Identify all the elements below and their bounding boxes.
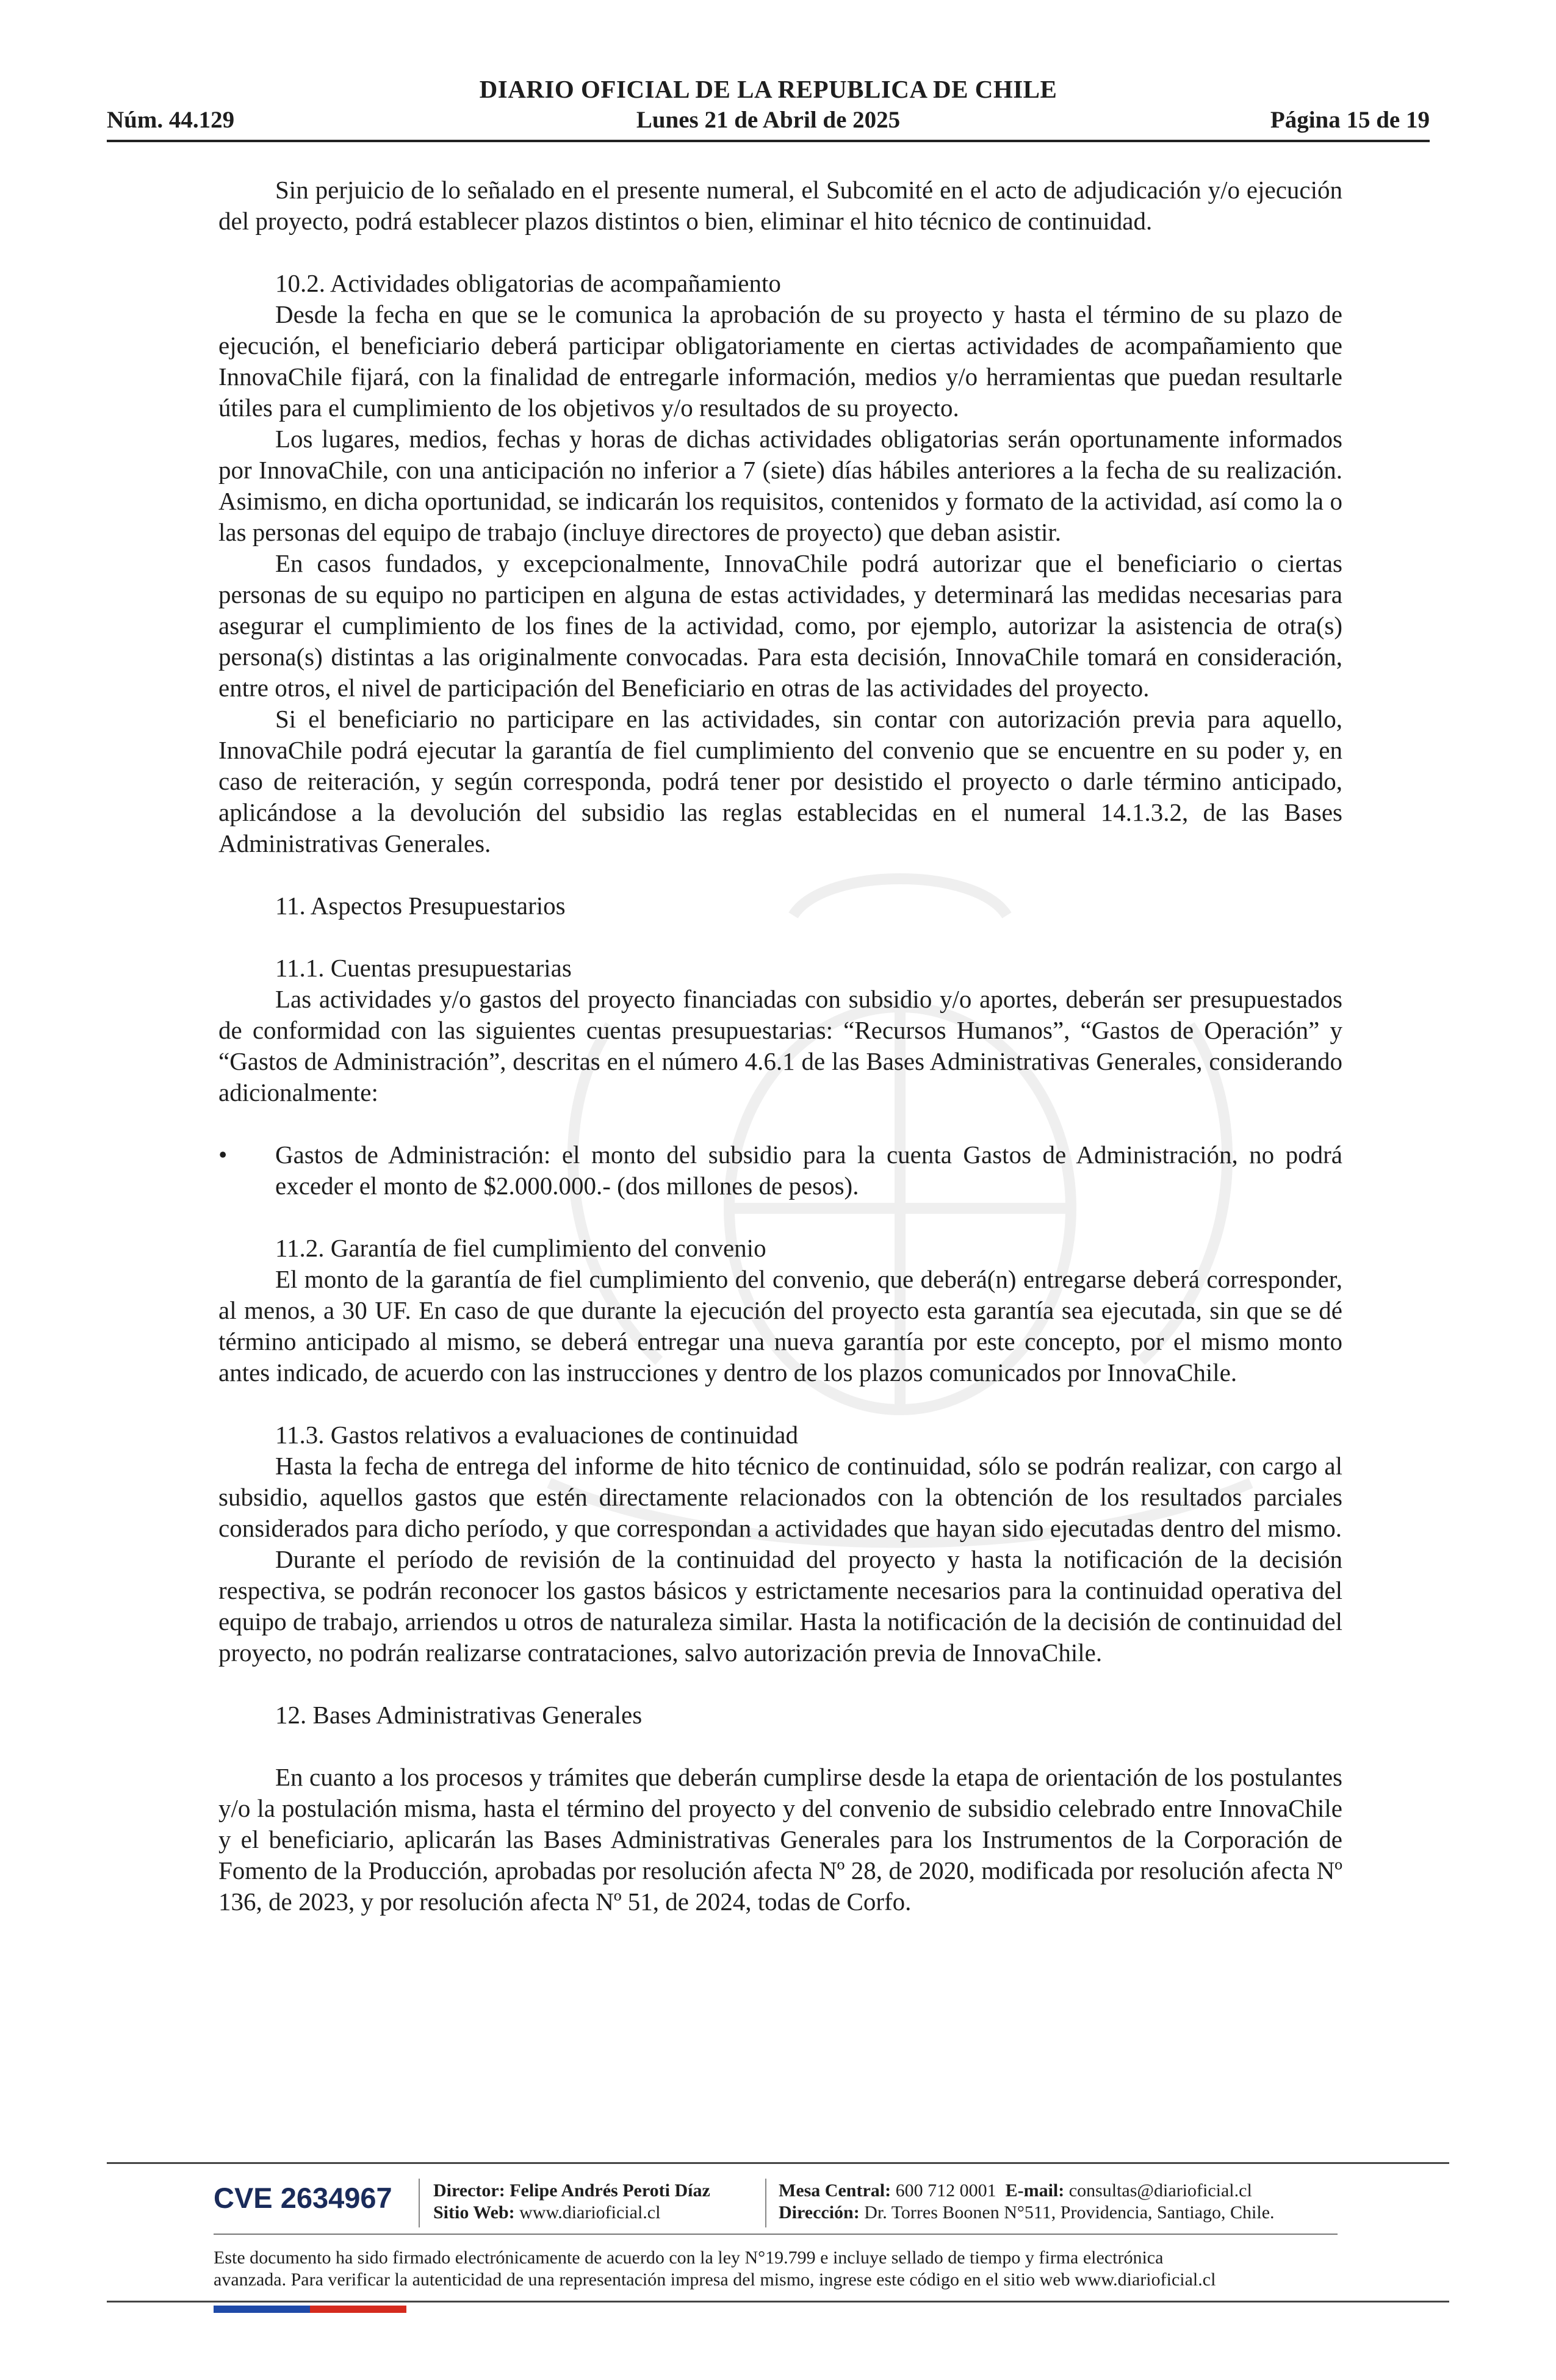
page-header [107,74,1430,148]
paragraph: Si el beneficiario no participare en las actividades, sin contar con autorización previa para aquello, InnovaChile podrá ejecutar la garantía de fiel cumplimiento del convenio que se encuentre en su poder y, en caso de reiteración, y según corresponda, podrá tener por desistido el proyecto o darle término anticipado, aplicándose a la devolución del subsidio las reglas establecidas en el numeral 14.1.3.2, de las Bases Administrativas Generales. [218,705,1342,857]
paragraph: Los lugares, medios, fechas y horas de dichas actividades obligatorias serán oportunamente informados por InnovaChile, con una anticipación no inferior a 7 (siete) días hábiles anteriores a la fecha de su realización. Asimismo, en dicha oportunidad, se indicarán los requisitos, contenidos y formato de la actividad, así como la o las personas del equipo de trabajo (incluye directores de proyecto) que deban asistir. [218,425,1342,546]
footer-separator [419,2179,420,2227]
footer-divider-top [107,2162,1449,2164]
phone-number: 600 712 0001 [895,2180,996,2201]
flag-blue-segment [214,2306,310,2313]
cve-code: CVE 2634967 [214,2182,392,2214]
address: Dr. Torres Boonen N°511, Providencia, Santiago, Chile. [864,2202,1275,2223]
legal-line: avanzada. Para verificar la autenticidad de una representación impresa del mismo, ingrese este código en el sitio web www.diarioficial.cl [214,2270,1216,2290]
bullet-text: Gastos de Administración: el monto del subsidio para la cuenta Gastos de Administración, no podrá exceder el monto de $2.000.000.- (dos millones de pesos). [275,1141,1342,1200]
director-name: Felipe Andrés Peroti Díaz [510,2180,710,2201]
address-label: Dirección: [779,2202,860,2223]
paragraph: Sin perjuicio de lo señalado en el presente numeral, el Subcomité en el acto de adjudicación y/o ejecución del proyecto, podrá establecer plazos distintos o bien, eliminar el hito técnico de continuidad. [218,176,1342,235]
email-link[interactable]: consultas@diarioficial.cl [1068,2180,1252,2201]
email-label: E-mail: [1005,2180,1065,2201]
phone-label: Mesa Central: [779,2180,891,2201]
header-divider [107,140,1430,142]
footer-divider-bottom [107,2301,1449,2302]
issue-date: Lunes 21 de Abril de 2025 [636,107,901,133]
paragraph: Durante el período de revisión de la continuidad del proyecto y hasta la notificación de la decisión respectiva, se podrán reconocer los gastos básicos y estrictamente necesarios para la continuidad operativa del equipo de trabajo, arriendos u otros de naturaleza similar. Hasta la notificación de la decisión de continuidad del proyecto, no podrán realizarse contrataciones, salvo autorización previa de InnovaChile. [218,1545,1342,1667]
section-heading-11-3: 11.3. Gastos relativos a evaluaciones de continuidad [275,1421,798,1449]
page-number: Página 15 de 19 [1270,107,1430,133]
bullet-item [218,1139,1342,1202]
website-link[interactable]: www.diarioficial.cl [519,2202,661,2223]
flag-stripe [214,2306,406,2313]
paragraph: En casos fundados, y excepcionalmente, InnovaChile podrá autorizar que el beneficiario o ciertas personas de su equipo no participen en alguna de estas actividades, y determinará las medidas necesarias para asegurar el cumplimiento de los fines de la actividad, como, por ejemplo, autorizar la asistencia de otra(s) persona(s) distintas a las originalmente convocadas. Para esta decisión, InnovaChile tomará en consideración, entre otros, el nivel de participación del Beneficiario en otras de las actividades del proyecto. [218,549,1342,702]
footer-divider-mid [214,2234,1338,2235]
issue-number: Núm. 44.129 [107,107,235,133]
newspaper-title: DIARIO OFICIAL DE LA REPUBLICA DE CHILE [479,75,1057,103]
section-heading-10-2: 10.2. Actividades obligatorias de acompañamiento [275,269,781,297]
website-label: Sitio Web: [433,2202,515,2223]
paragraph: Hasta la fecha de entrega del informe de hito técnico de continuidad, sólo se podrán realizar, con cargo al subsidio, aquellos gastos que estén directamente relacionados con la obtención de los resultados parciales considerados para dicho período, y que correspondan a actividades que hayan sido ejecutadas dentro del mismo. [218,1452,1342,1542]
paragraph: En cuanto a los procesos y trámites que deberán cumplirse desde la etapa de orientación de los postulantes y/o la postulación misma, hasta el término del proyecto y del convenio de subsidio celebrado entre InnovaChile y el beneficiario, aplicarán las Bases Administrativas Generales para los Instrumentos de la Corporación de Fomento de la Producción, aprobadas por resolución afecta Nº 28, de 2020, modificada por resolución afecta Nº 136, de 2023, y por resolución afecta Nº 51, de 2024, todas de Corfo. [218,1763,1342,1916]
flag-red-segment [310,2306,406,2313]
section-heading-11-1: 11.1. Cuentas presupuestarias [275,954,572,982]
section-heading-11: 11. Aspectos Presupuestarios [275,892,566,920]
legal-line: Este documento ha sido firmado electrónicamente de acuerdo con la ley N°19.799 e incluye sellado de tiempo y firma electrónica [214,2248,1164,2268]
document-body [218,175,1342,1917]
legal-notice [214,2247,1349,2291]
paragraph: Las actividades y/o gastos del proyecto financiadas con subsidio y/o aportes, deberán ser presupuestados de conformidad con las siguientes cuentas presupuestarias: “Recursos Humanos”, “Gastos de Operación” y “Gastos de Administración”, descritas en el número 4.6.1 de las Bases Administrativas Generales, considerando adicionalmente: [218,985,1342,1106]
footer-contact-block [779,2180,1275,2224]
section-heading-12: 12. Bases Administrativas Generales [275,1701,643,1729]
paragraph: Desde la fecha en que se le comunica la aprobación de su proyecto y hasta el término de su plazo de ejecución, el beneficiario deberá participar obligatoriamente en ciertas actividades de acompañamiento que InnovaChile fijará, con la finalidad de entregarle información, medios y/o herramientas que puedan resultarle útiles para el cumplimiento de los objetivos y/o resultados de su proyecto. [218,300,1342,422]
paragraph: El monto de la garantía de fiel cumplimiento del convenio, que deberá(n) entregarse deberá corresponder, al menos, a 30 UF. En caso de que durante la ejecución del proyecto esta garantía sea ejecutada, sin que se dé término anticipado al mismo, se deberá entregar una nueva garantía por este concepto, por el mismo monto antes indicado, de acuerdo con las instrucciones y dentro de los plazos comunicados por InnovaChile. [218,1265,1342,1387]
director-label: Director: [433,2180,505,2201]
footer-director-block [433,2180,710,2224]
section-heading-11-2: 11.2. Garantía de fiel cumplimiento del convenio [275,1234,766,1262]
bullet-symbol: • [218,1141,228,1169]
footer-separator [765,2179,766,2227]
